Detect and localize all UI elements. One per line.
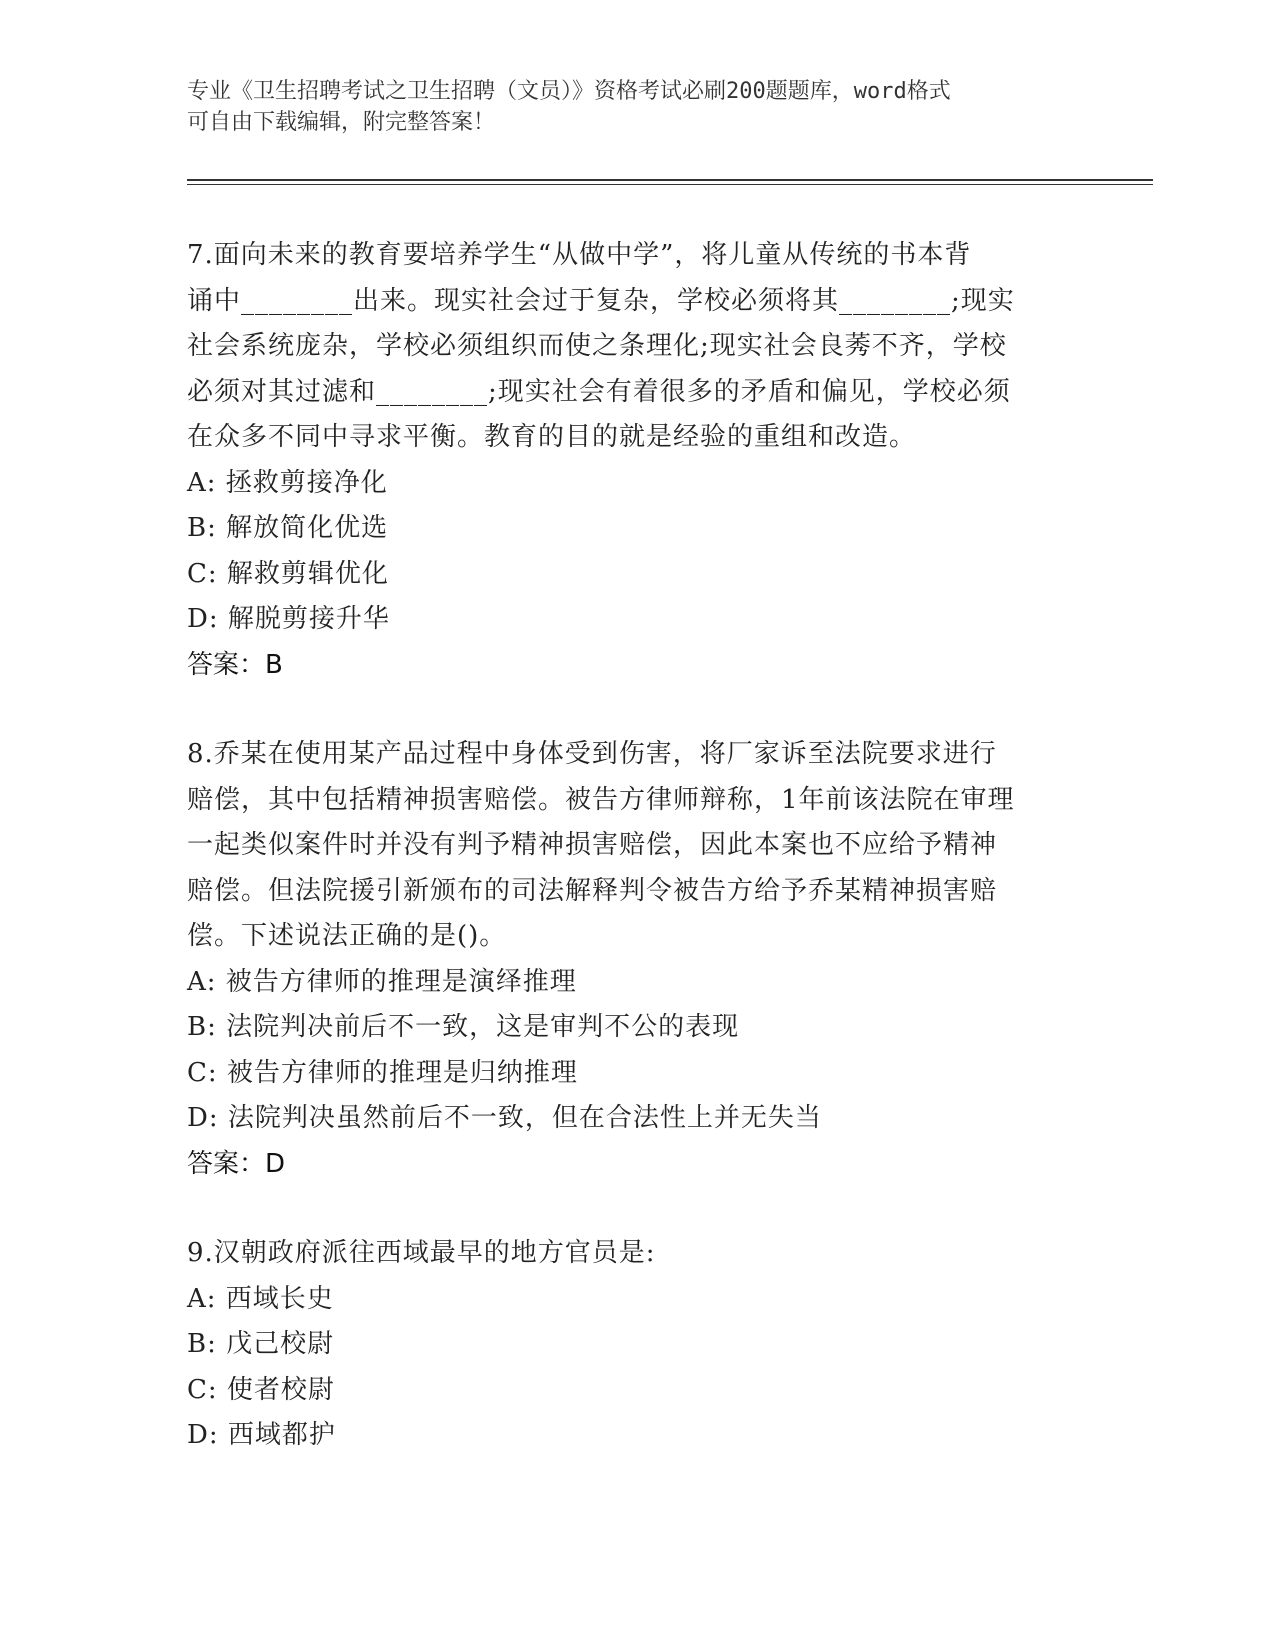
question-7 xyxy=(187,233,1087,688)
stem-line: 在众多不同中寻求平衡。教育的目的就是经验的重组和改造。 xyxy=(187,422,917,452)
option-a: A: 拯救剪接净化 xyxy=(187,467,388,498)
answer-label: 答案：B xyxy=(187,649,283,680)
question-stem xyxy=(187,1231,1087,1277)
header-line-2: 可自由下载编辑，附完整答案！ xyxy=(187,110,496,135)
option-c: C: 解救剪辑优化 xyxy=(187,558,389,589)
stem-line: 社会系统庞杂，学校必须组织而使之条理化;现实社会良莠不齐，学校 xyxy=(187,331,1007,361)
question-stem xyxy=(187,233,1087,461)
question-8 xyxy=(187,732,1087,1187)
stem-line: 9.汉朝政府派往西域最早的地方官员是: xyxy=(187,1238,656,1268)
stem-line: 诵中________出来。现实社会过于复杂，学校必须将其________;现实 xyxy=(187,285,1015,316)
stem-line: 必须对其过滤和________;现实社会有着很多的矛盾和偏见，学校必须 xyxy=(187,376,1011,407)
option-c: C: 使者校尉 xyxy=(187,1374,335,1405)
stem-line: 偿。下述说法正确的是()。 xyxy=(187,921,507,951)
option-d: D: 解脱剪接升华 xyxy=(187,604,390,634)
option-d: D: 法院判决虽然前后不一致，但在合法性上并无失当 xyxy=(187,1103,822,1133)
header-divider-thick xyxy=(187,179,1153,181)
header-divider-thin xyxy=(187,184,1153,185)
stem-line: 一起类似案件时并没有判予精神损害赔偿，因此本案也不应给予精神 xyxy=(187,830,998,860)
option-c: C: 被告方律师的推理是归纳推理 xyxy=(187,1057,578,1088)
option-b: B: 解放简化优选 xyxy=(187,513,389,543)
option-d: D: 西域都护 xyxy=(187,1420,336,1450)
question-stem xyxy=(187,732,1087,960)
header-line-1: 专业《卫生招聘考试之卫生招聘（文员）》资格考试必刷200题题库，word格式 xyxy=(187,79,951,104)
stem-line: 赔偿。但法院援引新颁布的司法解释判令被告方给予乔某精神损害赔 xyxy=(187,875,998,906)
document-header xyxy=(187,76,1087,138)
stem-line: 赔偿，其中包括精神损害赔偿。被告方律师辩称，1年前该法院在审理 xyxy=(187,784,1015,815)
option-b: B: 戊己校尉 xyxy=(187,1329,335,1359)
option-a: A: 西域长史 xyxy=(187,1283,334,1314)
question-list xyxy=(187,233,1087,1503)
stem-line: 7.面向未来的教育要培养学生“从做中学”，将儿童从传统的书本背 xyxy=(187,240,972,270)
stem-line: 8.乔某在使用某产品过程中身体受到伤害，将厂家诉至法院要求进行 xyxy=(187,739,997,769)
question-9 xyxy=(187,1231,1087,1459)
option-b: B: 法院判决前后不一致，这是审判不公的表现 xyxy=(187,1012,740,1042)
answer-label: 答案：D xyxy=(187,1148,286,1179)
option-a: A: 被告方律师的推理是演绎推理 xyxy=(187,966,577,997)
